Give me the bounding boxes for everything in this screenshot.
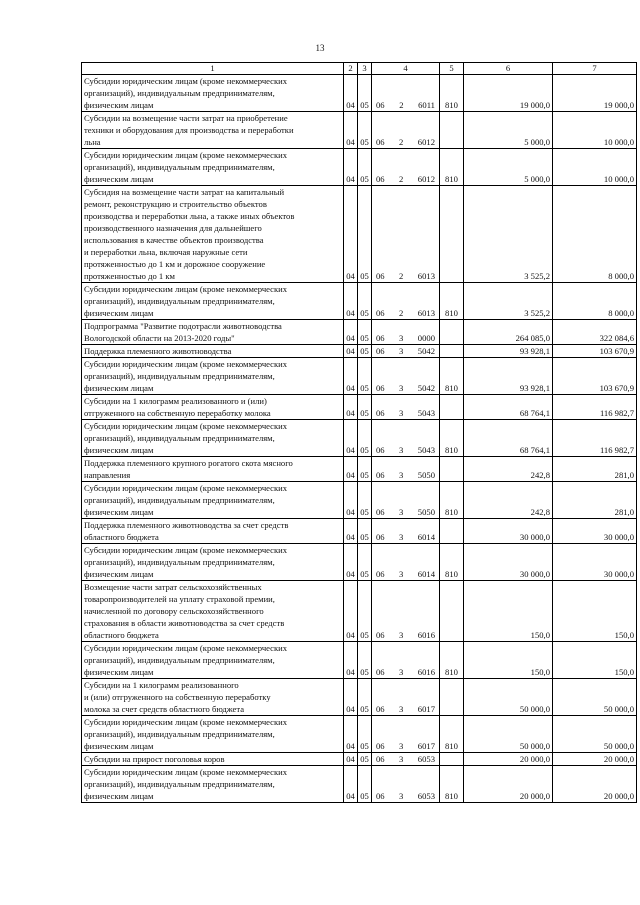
row-expense-type (440, 320, 464, 345)
row-program-code: 06 (376, 791, 385, 801)
row-expense-type (440, 112, 464, 149)
row-description-text: Субсидии юридическим лицам (кроме некоммерческих организаций), индивидуальным предпринимателям, физическим лицам (84, 76, 288, 110)
row-target-code (372, 519, 440, 544)
row-subsection-code: 05 (358, 149, 372, 186)
row-item-code: 6016 (417, 630, 435, 640)
row-section-code: 04 (344, 642, 358, 679)
row-item-code: 5043 (417, 408, 435, 418)
row-subsection-code: 05 (358, 753, 372, 766)
table-row (82, 642, 637, 679)
row-expense-type: 810 (440, 716, 464, 753)
row-target-code (372, 716, 440, 753)
row-subprogram-code: 2 (399, 174, 404, 184)
row-section-code: 04 (344, 358, 358, 395)
page-number: 13 (315, 43, 325, 53)
row-subprogram-code: 3 (399, 741, 404, 751)
row-subsection-code: 05 (358, 544, 372, 581)
row-description-text: Субсидии юридическим лицам (кроме некоммерческих организаций), индивидуальным предпринимателям, физическим лицам (84, 421, 288, 455)
row-target-code (372, 457, 440, 482)
row-amount-col7: 322 084,6 (553, 320, 637, 345)
row-description (82, 320, 344, 345)
row-amount-col6: 20 000,0 (464, 753, 553, 766)
row-description (82, 420, 344, 457)
row-subprogram-code: 3 (399, 333, 404, 343)
row-section-code: 04 (344, 345, 358, 358)
row-description (82, 395, 344, 420)
row-amount-col6: 20 000,0 (464, 766, 553, 803)
row-amount-col6: 68 764,1 (464, 420, 553, 457)
row-amount-col7: 50 000,0 (553, 716, 637, 753)
row-description-text: Поддержка племенного крупного рогатого скота мясного направления (84, 458, 293, 480)
header-col-6: 6 (464, 63, 553, 75)
row-target-code (372, 345, 440, 358)
row-subprogram-code: 3 (399, 630, 404, 640)
row-amount-col6: 93 928,1 (464, 358, 553, 395)
row-amount-col6: 3 525,2 (464, 186, 553, 283)
row-description (82, 186, 344, 283)
row-amount-col7: 20 000,0 (553, 766, 637, 803)
row-amount-col6: 19 000,0 (464, 75, 553, 112)
row-target-code (372, 420, 440, 457)
row-program-code: 06 (376, 346, 385, 356)
row-subprogram-code: 2 (399, 271, 404, 281)
row-section-code: 04 (344, 395, 358, 420)
table-row (82, 283, 637, 320)
table-row (82, 457, 637, 482)
row-description (82, 753, 344, 766)
row-target-code (372, 642, 440, 679)
row-item-code: 6013 (417, 271, 435, 281)
row-section-code: 04 (344, 482, 358, 519)
row-expense-type: 810 (440, 420, 464, 457)
row-subsection-code: 05 (358, 679, 372, 716)
row-program-code: 06 (376, 383, 385, 393)
row-description (82, 519, 344, 544)
row-section-code: 04 (344, 112, 358, 149)
row-amount-col6: 30 000,0 (464, 519, 553, 544)
row-section-code: 04 (344, 581, 358, 642)
table-row (82, 149, 637, 186)
row-program-code: 06 (376, 667, 385, 677)
row-section-code: 04 (344, 766, 358, 803)
row-section-code: 04 (344, 149, 358, 186)
row-item-code: 0000 (417, 333, 435, 343)
row-description (82, 345, 344, 358)
row-description (82, 457, 344, 482)
header-col-2: 2 (344, 63, 358, 75)
table-row (82, 544, 637, 581)
row-program-code: 06 (376, 308, 385, 318)
row-description-text: Субсидии на возмещение части затрат на приобретение техники и оборудования для производства и переработки льна (84, 113, 294, 147)
row-subprogram-code: 3 (399, 704, 404, 714)
header-col-1: 1 (82, 63, 344, 75)
row-section-code: 04 (344, 457, 358, 482)
row-amount-col7: 150,0 (553, 642, 637, 679)
row-target-code (372, 482, 440, 519)
row-description-text: Субсидии юридическим лицам (кроме некоммерческих организаций), индивидуальным предпринимателям, физическим лицам (84, 150, 288, 184)
table-row (82, 519, 637, 544)
row-subprogram-code: 3 (399, 791, 404, 801)
row-amount-col6: 3 525,2 (464, 283, 553, 320)
row-description (82, 112, 344, 149)
row-target-code (372, 753, 440, 766)
row-program-code: 06 (376, 630, 385, 640)
row-item-code: 6053 (417, 754, 435, 764)
row-program-code: 06 (376, 100, 385, 110)
row-description-text: Субсидии на 1 килограмм реализованного и (или) отгруженного на собственную переработку молока (84, 396, 271, 418)
row-subsection-code: 05 (358, 581, 372, 642)
row-description-text: Субсидии юридическим лицам (кроме некоммерческих организаций), индивидуальным предпринимателям, физическим лицам (84, 483, 288, 517)
row-item-code: 5042 (417, 383, 435, 393)
row-subsection-code: 05 (358, 186, 372, 283)
row-description-text: Субсидии юридическим лицам (кроме некоммерческих организаций), индивидуальным предпринимателям, физическим лицам (84, 545, 288, 579)
row-description (82, 482, 344, 519)
row-subsection-code: 05 (358, 320, 372, 345)
row-subsection-code: 05 (358, 345, 372, 358)
row-subsection-code: 05 (358, 283, 372, 320)
row-description-text: Субсидии юридическим лицам (кроме некоммерческих организаций), индивидуальным предпринимателям, физическим лицам (84, 359, 288, 393)
row-description (82, 149, 344, 186)
row-amount-col7: 281,0 (553, 482, 637, 519)
row-expense-type (440, 519, 464, 544)
row-description (82, 679, 344, 716)
row-section-code: 04 (344, 320, 358, 345)
row-program-code: 06 (376, 507, 385, 517)
row-amount-col7: 103 670,9 (553, 345, 637, 358)
row-section-code: 04 (344, 716, 358, 753)
row-amount-col7: 30 000,0 (553, 519, 637, 544)
row-expense-type (440, 395, 464, 420)
budget-table (81, 62, 637, 803)
row-target-code (372, 112, 440, 149)
row-subprogram-code: 2 (399, 137, 404, 147)
table-row (82, 75, 637, 112)
row-section-code: 04 (344, 420, 358, 457)
row-subprogram-code: 3 (399, 408, 404, 418)
row-subprogram-code: 3 (399, 346, 404, 356)
row-expense-type: 810 (440, 283, 464, 320)
row-target-code (372, 581, 440, 642)
row-program-code: 06 (376, 333, 385, 343)
row-amount-col7: 8 000,0 (553, 283, 637, 320)
row-program-code: 06 (376, 408, 385, 418)
table-row (82, 581, 637, 642)
row-subprogram-code: 3 (399, 532, 404, 542)
row-program-code: 06 (376, 741, 385, 751)
row-description-text: Субсидии юридическим лицам (кроме некоммерческих организаций), индивидуальным предпринимателям, физическим лицам (84, 717, 288, 751)
table-row (82, 112, 637, 149)
row-description (82, 642, 344, 679)
row-amount-col7: 19 000,0 (553, 75, 637, 112)
row-description-text: Субсидии юридическим лицам (кроме некоммерческих организаций), индивидуальным предпринимателям, физическим лицам (84, 284, 288, 318)
row-item-code: 6013 (417, 308, 435, 318)
table-row (82, 753, 637, 766)
row-description-text: Поддержка племенного животноводства (84, 346, 232, 356)
row-amount-col6: 30 000,0 (464, 544, 553, 581)
row-subsection-code: 05 (358, 482, 372, 519)
row-amount-col6: 50 000,0 (464, 716, 553, 753)
row-program-code: 06 (376, 174, 385, 184)
row-description-text: Субсидии на прирост поголовья коров (84, 754, 225, 764)
row-subsection-code: 05 (358, 395, 372, 420)
row-description (82, 766, 344, 803)
row-amount-col7: 50 000,0 (553, 679, 637, 716)
row-item-code: 6017 (417, 704, 435, 714)
row-amount-col6: 242,8 (464, 457, 553, 482)
row-amount-col7: 8 000,0 (553, 186, 637, 283)
row-amount-col7: 116 982,7 (553, 395, 637, 420)
row-subsection-code: 05 (358, 112, 372, 149)
row-amount-col6: 242,8 (464, 482, 553, 519)
row-item-code: 6053 (417, 791, 435, 801)
row-item-code: 6011 (418, 100, 435, 110)
table-row (82, 716, 637, 753)
row-section-code: 04 (344, 679, 358, 716)
row-subsection-code: 05 (358, 642, 372, 679)
row-amount-col6: 93 928,1 (464, 345, 553, 358)
table-body (82, 75, 637, 803)
row-item-code: 5043 (417, 445, 435, 455)
row-target-code (372, 75, 440, 112)
row-target-code (372, 186, 440, 283)
table-row (82, 766, 637, 803)
table-row (82, 395, 637, 420)
row-target-code (372, 320, 440, 345)
row-amount-col7: 20 000,0 (553, 753, 637, 766)
row-description (82, 358, 344, 395)
row-program-code: 06 (376, 445, 385, 455)
row-subprogram-code: 3 (399, 445, 404, 455)
row-subprogram-code: 3 (399, 667, 404, 677)
row-item-code: 6012 (417, 137, 435, 147)
row-expense-type (440, 581, 464, 642)
row-item-code: 5042 (417, 346, 435, 356)
row-program-code: 06 (376, 704, 385, 714)
table-row (82, 420, 637, 457)
row-expense-type: 810 (440, 766, 464, 803)
row-item-code: 6014 (417, 569, 435, 579)
row-amount-col7: 10 000,0 (553, 112, 637, 149)
table-row (82, 345, 637, 358)
row-description-text: Возмещение части затрат сельскохозяйственных товаропроизводителей на уплату страховой премии, начисленной по договору сельскохозяйственного страхования в области животноводства за счет средств областного бюджета (84, 582, 285, 640)
row-amount-col6: 50 000,0 (464, 679, 553, 716)
row-target-code (372, 283, 440, 320)
row-description-text: Поддержка племенного животноводства за счет средств областного бюджета (84, 520, 289, 542)
row-target-code (372, 149, 440, 186)
row-subprogram-code: 3 (399, 569, 404, 579)
row-expense-type: 810 (440, 75, 464, 112)
row-item-code: 6016 (417, 667, 435, 677)
row-subsection-code: 05 (358, 358, 372, 395)
row-amount-col6: 264 085,0 (464, 320, 553, 345)
row-program-code: 06 (376, 532, 385, 542)
row-expense-type (440, 753, 464, 766)
row-target-code (372, 544, 440, 581)
row-program-code: 06 (376, 569, 385, 579)
header-col-3: 3 (358, 63, 372, 75)
row-program-code: 06 (376, 271, 385, 281)
row-amount-col7: 10 000,0 (553, 149, 637, 186)
row-section-code: 04 (344, 283, 358, 320)
row-section-code: 04 (344, 753, 358, 766)
row-description-text: Субсидия на возмещение части затрат на капитальный ремонт, реконструкцию и строительство объектов производства и переработки льна, а также иных объектов производственного назначения для дальнейшего использования в качестве объектов производства и переработки льна, включая наружные сети протяженностью до 1 км и дорожное сооружение протяженностью до 1 км (84, 187, 295, 281)
row-amount-col7: 150,0 (553, 581, 637, 642)
row-description (82, 75, 344, 112)
row-item-code: 6012 (417, 174, 435, 184)
row-amount-col7: 103 670,9 (553, 358, 637, 395)
row-item-code: 5050 (417, 507, 435, 517)
row-amount-col6: 68 764,1 (464, 395, 553, 420)
row-amount-col6: 5 000,0 (464, 112, 553, 149)
row-amount-col7: 116 982,7 (553, 420, 637, 457)
row-expense-type (440, 345, 464, 358)
row-section-code: 04 (344, 75, 358, 112)
row-subsection-code: 05 (358, 766, 372, 803)
row-expense-type: 810 (440, 642, 464, 679)
row-description (82, 716, 344, 753)
table-row (82, 482, 637, 519)
row-subprogram-code: 3 (399, 507, 404, 517)
row-expense-type: 810 (440, 544, 464, 581)
row-item-code: 6017 (417, 741, 435, 751)
row-program-code: 06 (376, 470, 385, 480)
row-program-code: 06 (376, 137, 385, 147)
table-row (82, 358, 637, 395)
row-subprogram-code: 3 (399, 470, 404, 480)
row-subprogram-code: 2 (399, 100, 404, 110)
row-target-code (372, 395, 440, 420)
table-row (82, 320, 637, 345)
row-subsection-code: 05 (358, 457, 372, 482)
row-expense-type (440, 186, 464, 283)
row-subsection-code: 05 (358, 519, 372, 544)
row-program-code: 06 (376, 754, 385, 764)
header-col-5: 5 (440, 63, 464, 75)
row-expense-type (440, 457, 464, 482)
row-subprogram-code: 2 (399, 308, 404, 318)
table-row (82, 186, 637, 283)
row-subprogram-code: 3 (399, 383, 404, 393)
row-description (82, 581, 344, 642)
row-subsection-code: 05 (358, 75, 372, 112)
row-amount-col7: 281,0 (553, 457, 637, 482)
row-description (82, 283, 344, 320)
row-subprogram-code: 3 (399, 754, 404, 764)
header-col-4: 4 (372, 63, 440, 75)
row-target-code (372, 679, 440, 716)
row-expense-type: 810 (440, 149, 464, 186)
row-section-code: 04 (344, 186, 358, 283)
row-description-text: Подпрограмма "Развитие подотрасли животноводства Вологодской области на 2013-2020 годы" (84, 321, 282, 343)
row-item-code: 5050 (417, 470, 435, 480)
table-row (82, 679, 637, 716)
row-expense-type (440, 679, 464, 716)
row-target-code (372, 358, 440, 395)
header-row (82, 63, 637, 75)
row-description-text: Субсидии юридическим лицам (кроме некоммерческих организаций), индивидуальным предпринимателям, физическим лицам (84, 643, 288, 677)
row-section-code: 04 (344, 544, 358, 581)
row-amount-col6: 150,0 (464, 642, 553, 679)
row-description (82, 544, 344, 581)
row-section-code: 04 (344, 519, 358, 544)
header-col-7: 7 (553, 63, 637, 75)
row-amount-col6: 5 000,0 (464, 149, 553, 186)
row-description-text: Субсидии юридическим лицам (кроме некоммерческих организаций), индивидуальным предпринимателям, физическим лицам (84, 767, 288, 801)
row-expense-type: 810 (440, 358, 464, 395)
row-description-text: Субсидии на 1 килограмм реализованного и (или) отгруженного на собственную переработку молока за счет средств областного бюджета (84, 680, 271, 714)
row-subsection-code: 05 (358, 420, 372, 457)
row-target-code (372, 766, 440, 803)
row-subsection-code: 05 (358, 716, 372, 753)
row-expense-type: 810 (440, 482, 464, 519)
row-amount-col6: 150,0 (464, 581, 553, 642)
row-item-code: 6014 (417, 532, 435, 542)
row-amount-col7: 30 000,0 (553, 544, 637, 581)
